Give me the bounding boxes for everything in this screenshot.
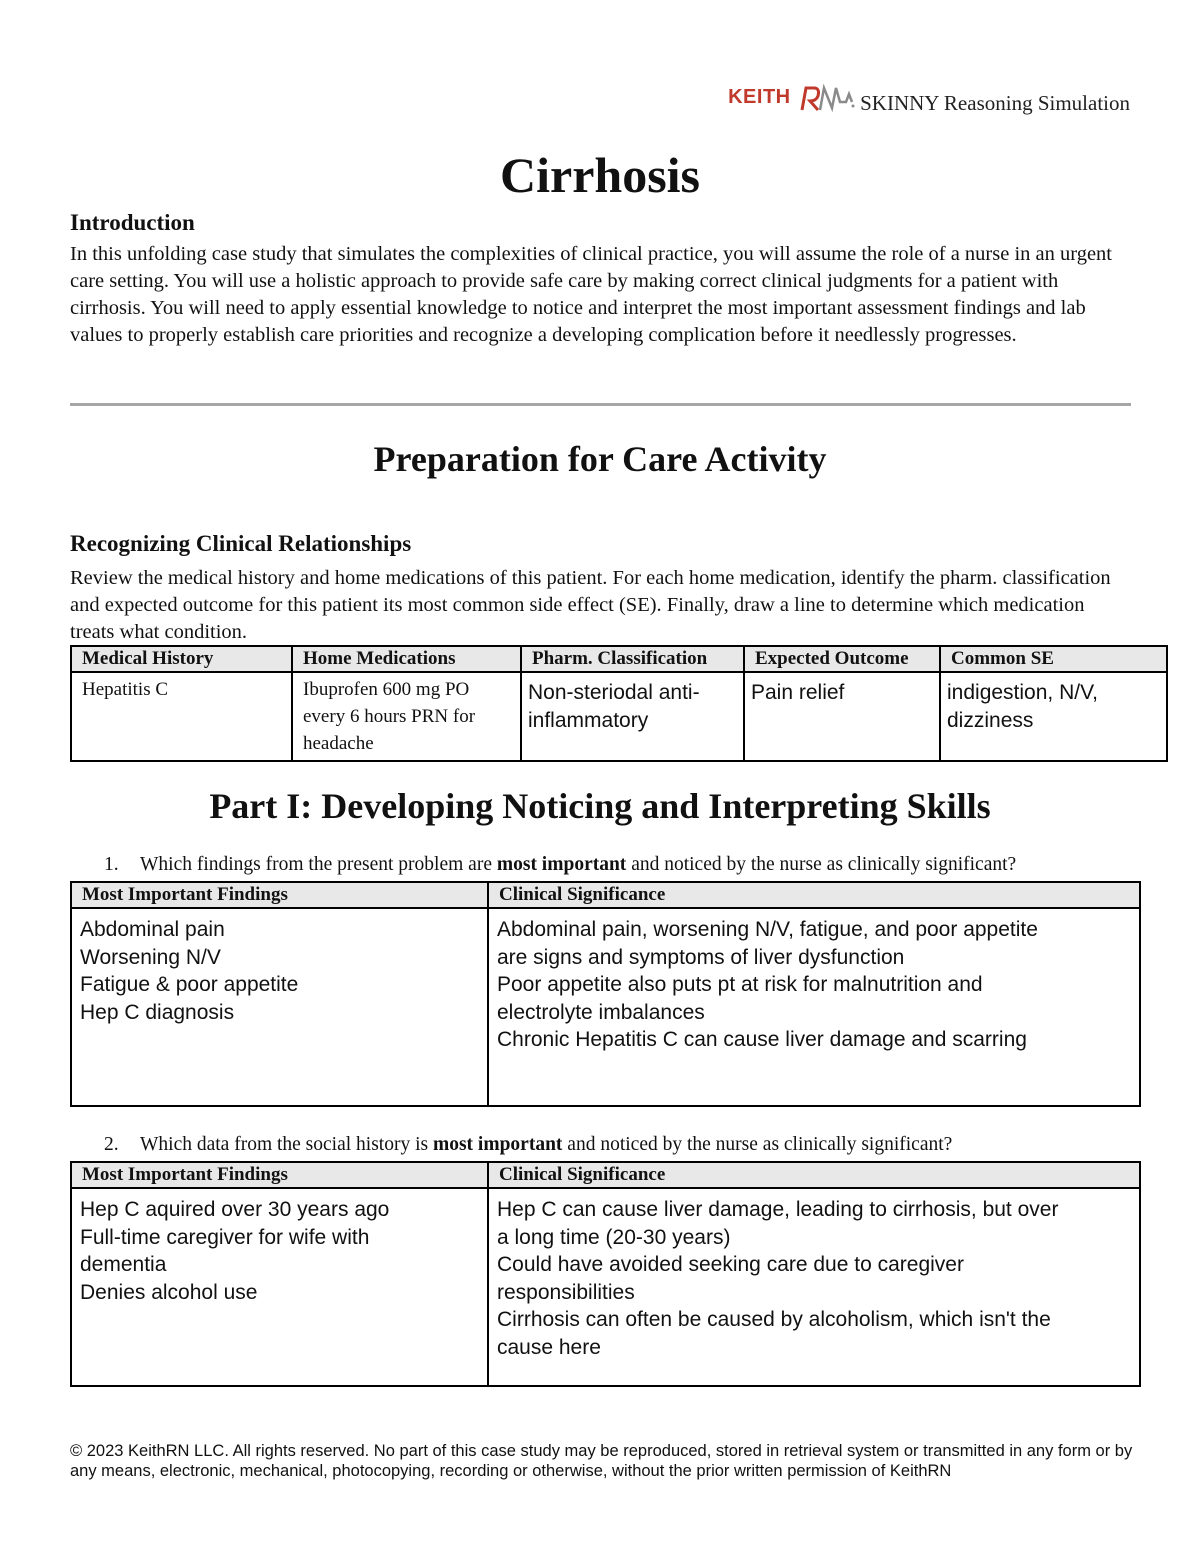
col-header-findings: Most Important Findings <box>71 1162 488 1188</box>
question-1-number: 1. <box>104 854 119 875</box>
copyright-footer: © 2023 KeithRN LLC. All rights reserved. No part of this case study may be reproduced, stored in retrieval system or transmitted in any form or by any means, electronic, mechanical, photocopying, recording or otherwise, without the prior written permission of KeithRN <box>70 1442 1133 1480</box>
question-2-text-bold: most important <box>432 1134 563 1155</box>
col-header-findings: Most Important Findings <box>71 882 488 908</box>
table-header-row <box>71 1162 1140 1188</box>
finding-line: dementia <box>80 1253 167 1276</box>
page-header <box>728 74 1130 118</box>
common-se-cell: indigestion, N/V, dizziness <box>940 672 1167 761</box>
significance-line: Abdominal pain, worsening N/V, fatigue, and poor appetite <box>497 918 1038 941</box>
q2-findings-table <box>70 1161 1141 1387</box>
col-header-significance: Clinical Significance <box>488 882 1140 908</box>
significance-line: responsibilities <box>497 1280 635 1304</box>
finding-line: Worsening N/V <box>80 945 221 969</box>
table-row <box>71 1188 1140 1386</box>
introduction-text: In this unfolding case study that simulates the complexities of clinical practice, you will assume the role of a nurse in an urgent care setting. You will use a holistic approach to provide safe care by making correct clinical judgments for a patient with cirrhosis. You will need to apply essential knowledge to notice and interpret the most important assessment findings and lab values to properly establish care priorities and recognize a developing complication before it needlessly progresses. <box>70 243 1113 346</box>
page-title: Cirrhosis <box>500 147 700 203</box>
pharm-classification-cell: Non-steriodal anti-inflammatory <box>521 672 744 761</box>
col-header-common-se: Common SE <box>940 646 1167 672</box>
question-1-text-post: and noticed by the nurse as clinically significant? <box>626 854 1017 875</box>
preparation-heading: Preparation for Care Activity <box>373 439 827 479</box>
findings-cell <box>71 908 488 1106</box>
finding-line: Abdominal pain <box>80 918 225 941</box>
table-row <box>71 672 1167 761</box>
keithrn-logo <box>728 82 856 118</box>
logo-text: KEITH <box>728 86 791 108</box>
significance-cell <box>488 908 1140 1106</box>
question-2 <box>104 1134 952 1156</box>
significance-line: electrolyte imbalances <box>497 1000 705 1024</box>
question-2-text-post: and noticed by the nurse as clinically significant? <box>562 1134 953 1155</box>
table-header-row <box>71 646 1167 672</box>
significance-line: Chronic Hepatitis C can cause liver damage and scarring <box>497 1028 1027 1051</box>
col-header-pharm-classification: Pharm. Classification <box>521 646 744 672</box>
table-row <box>71 908 1140 1106</box>
significance-line: Cirrhosis can often be caused by alcoholism, which isn't the <box>497 1308 1051 1331</box>
significance-line: Hep C can cause liver damage, leading to cirrhosis, but over <box>497 1198 1059 1221</box>
col-header-expected-outcome: Expected Outcome <box>744 646 940 672</box>
col-header-significance: Clinical Significance <box>488 1162 1140 1188</box>
col-header-medical-history: Medical History <box>71 646 292 672</box>
rn-heartbeat-logo-icon <box>800 82 856 118</box>
finding-line: Denies alcohol use <box>80 1280 258 1304</box>
expected-outcome-cell: Pain relief <box>744 672 940 761</box>
significance-line: a long time (20-30 years) <box>497 1225 731 1249</box>
home-medication-cell: Ibuprofen 600 mg PO every 6 hours PRN for headache <box>292 672 521 761</box>
medical-history-cell: Hepatitis C <box>71 672 292 761</box>
question-1-text-bold: most important <box>496 854 627 875</box>
part1-heading: Part I: Developing Noticing and Interpreting Skills <box>209 786 991 826</box>
q1-findings-table <box>70 881 1141 1107</box>
introduction-heading: Introduction <box>70 210 195 235</box>
col-header-home-medications: Home Medications <box>292 646 521 672</box>
significance-cell <box>488 1188 1140 1386</box>
finding-line: Hep C aquired over 30 years ago <box>80 1198 390 1221</box>
table-header-row <box>71 882 1140 908</box>
finding-line: Fatigue & poor appetite <box>80 973 299 996</box>
significance-line: Could have avoided seeking care due to caregiver <box>497 1253 964 1276</box>
significance-line: are signs and symptoms of liver dysfunction <box>497 945 905 969</box>
recognizing-instructions: Review the medical history and home medications of this patient. For each home medication, identify the pharm. classification and expected outcome for this patient its most common side effect (SE). Finally, draw a line to determine which medication treats what condition. <box>70 567 1111 643</box>
significance-line: Poor appetite also puts pt at risk for malnutrition and <box>497 973 983 996</box>
question-2-number: 2. <box>104 1134 119 1155</box>
significance-line: cause here <box>497 1335 601 1359</box>
medication-table <box>70 645 1168 762</box>
recognizing-heading: Recognizing Clinical Relationships <box>70 531 412 556</box>
findings-cell <box>71 1188 488 1386</box>
question-1-text-pre: Which findings from the present problem are <box>140 854 497 875</box>
question-1 <box>104 854 1016 876</box>
question-2-text-pre: Which data from the social history is <box>140 1134 433 1155</box>
header-subtitle: SKINNY Reasoning Simulation <box>860 91 1130 115</box>
finding-line: Hep C diagnosis <box>80 1000 235 1024</box>
finding-line: Full-time caregiver for wife with <box>80 1225 370 1249</box>
section-divider <box>70 403 1131 406</box>
